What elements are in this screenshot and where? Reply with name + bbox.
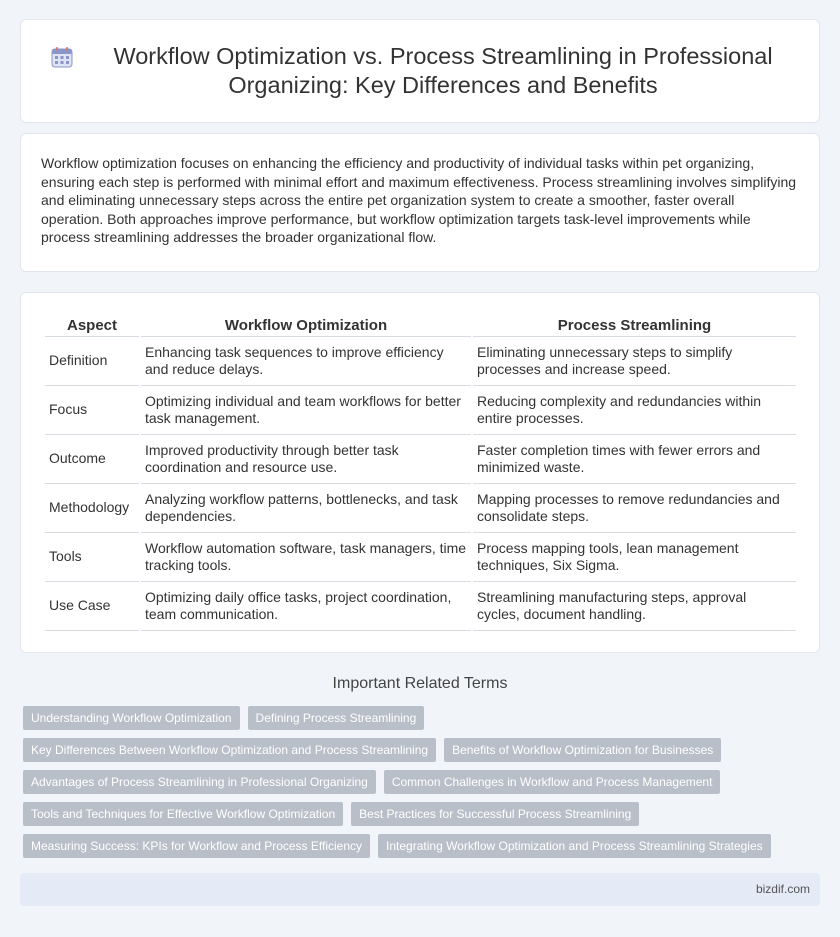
header-workflow-optimization: Workflow Optimization <box>141 309 471 337</box>
process-cell: Streamlining manufacturing steps, approval cycles, document handling. <box>473 582 796 631</box>
related-terms-heading: Important Related Terms <box>332 675 508 692</box>
related-term-link[interactable]: Measuring Success: KPIs for Workflow and Process Efficiency <box>23 834 370 858</box>
header-aspect: Aspect <box>45 309 139 337</box>
related-terms-list <box>23 706 813 866</box>
related-term-link[interactable]: Defining Process Streamlining <box>248 706 425 730</box>
calendar-icon <box>51 46 73 68</box>
process-cell: Reducing complexity and redundancies within entire processes. <box>473 386 796 435</box>
table-row <box>45 386 796 435</box>
tag-row <box>23 802 813 826</box>
header-process-streamlining: Process Streamlining <box>473 309 796 337</box>
related-term-link[interactable]: Key Differences Between Workflow Optimization and Process Streamlining <box>23 738 436 762</box>
process-cell: Mapping processes to remove redundancies and consolidate steps. <box>473 484 796 533</box>
workflow-cell: Workflow automation software, task managers, time tracking tools. <box>141 533 471 582</box>
related-term-link[interactable]: Tools and Techniques for Effective Workflow Optimization <box>23 802 343 826</box>
comparison-table-card <box>20 292 820 653</box>
page-title: Workflow Optimization vs. Process Streamlining in Professional Organizing: Key Differences and Benefits <box>113 43 773 98</box>
related-term-link[interactable]: Best Practices for Successful Process Streamlining <box>351 802 639 826</box>
aspect-cell: Focus <box>45 386 139 435</box>
workflow-cell: Improved productivity through better task coordination and resource use. <box>141 435 471 484</box>
tag-row <box>23 770 813 794</box>
tag-row <box>23 834 813 858</box>
aspect-cell: Outcome <box>45 435 139 484</box>
tag-row <box>23 738 813 762</box>
workflow-cell: Analyzing workflow patterns, bottlenecks, and task dependencies. <box>141 484 471 533</box>
comparison-table <box>43 309 798 631</box>
table-row <box>45 435 796 484</box>
process-cell: Faster completion times with fewer errors and minimized waste. <box>473 435 796 484</box>
table-row <box>45 337 796 386</box>
table-row <box>45 582 796 631</box>
intro-text: Workflow optimization focuses on enhancing the efficiency and productivity of individual tasks within pet organizing, ensuring each step is performed with minimal effort and maximum effectiveness. Process streamlining involves simplifying and eliminating unnecessary steps across the entire pet organization system to create a smoother, faster overall operation. Both approaches improve performance, but workflow optimization targets task-level improvements while process streamlining addresses the broader organizational flow. <box>41 155 797 246</box>
process-cell: Eliminating unnecessary steps to simplify processes and increase speed. <box>473 337 796 386</box>
tag-row <box>23 706 813 730</box>
aspect-cell: Use Case <box>45 582 139 631</box>
aspect-cell: Tools <box>45 533 139 582</box>
title-card <box>20 19 820 123</box>
footer <box>20 873 820 906</box>
related-term-link[interactable]: Common Challenges in Workflow and Process Management <box>384 770 721 794</box>
related-term-link[interactable]: Integrating Workflow Optimization and Process Streamlining Strategies <box>378 834 771 858</box>
title-wrap <box>51 42 789 100</box>
process-cell: Process mapping tools, lean management techniques, Six Sigma. <box>473 533 796 582</box>
intro-card <box>20 133 820 272</box>
workflow-cell: Optimizing daily office tasks, project coordination, team communication. <box>141 582 471 631</box>
table-row <box>45 533 796 582</box>
site-link[interactable]: bizdif.com <box>755 882 810 896</box>
table-header-row <box>45 309 796 337</box>
workflow-cell: Optimizing individual and team workflows for better task management. <box>141 386 471 435</box>
table-row <box>45 484 796 533</box>
related-term-link[interactable]: Benefits of Workflow Optimization for Businesses <box>444 738 721 762</box>
aspect-cell: Definition <box>45 337 139 386</box>
related-term-link[interactable]: Understanding Workflow Optimization <box>23 706 240 730</box>
related-term-link[interactable]: Advantages of Process Streamlining in Professional Organizing <box>23 770 376 794</box>
workflow-cell: Enhancing task sequences to improve efficiency and reduce delays. <box>141 337 471 386</box>
aspect-cell: Methodology <box>45 484 139 533</box>
